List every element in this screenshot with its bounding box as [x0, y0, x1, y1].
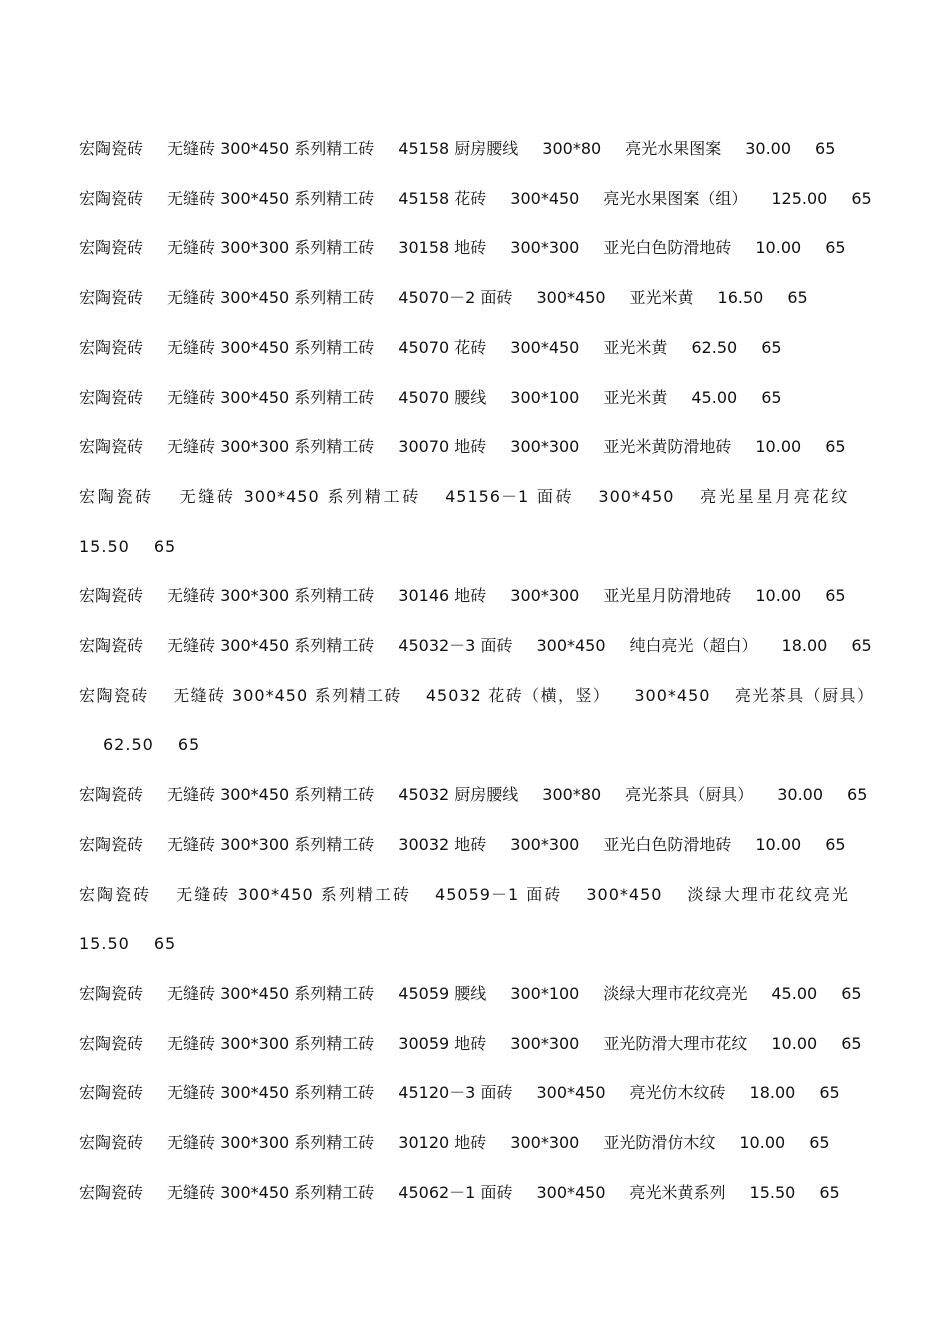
quantity: 65 — [809, 1133, 830, 1153]
quantity: 65 — [815, 139, 836, 158]
price: 10.00 — [755, 238, 802, 258]
quantity: 65 — [787, 288, 808, 308]
price: 15.50 — [79, 934, 130, 954]
model: 45070 腰线 — [398, 387, 487, 407]
quantity: 65 — [825, 834, 846, 854]
series: 无缝砖 300*450 系列精工砖 — [167, 337, 375, 357]
size: 300*300 — [510, 1033, 580, 1053]
quantity: 65 — [153, 934, 177, 954]
model: 45158 厨房腰线 — [398, 139, 519, 158]
list-item — [79, 820, 874, 870]
size: 300*450 — [510, 188, 580, 208]
list-item — [79, 1168, 874, 1218]
model: 30032 地砖 — [398, 834, 487, 854]
size: 300*300 — [510, 586, 580, 606]
brand: 宏陶瓷砖 — [79, 884, 152, 904]
description: 亮光水果图案（组） — [603, 188, 748, 208]
list-item — [79, 870, 874, 969]
series: 无缝砖 300*300 系列精工砖 — [167, 1133, 375, 1153]
brand: 宏陶瓷砖 — [79, 437, 144, 457]
quantity: 65 — [851, 188, 872, 208]
price: 125.00 — [771, 188, 828, 208]
size: 300*450 — [536, 288, 606, 308]
price: 15.50 — [79, 536, 130, 556]
model: 45158 花砖 — [398, 188, 487, 208]
brand: 宏陶瓷砖 — [79, 1133, 144, 1153]
model: 30070 地砖 — [398, 437, 487, 457]
price: 18.00 — [781, 636, 828, 656]
series: 无缝砖 300*450 系列精工砖 — [172, 685, 402, 705]
series: 无缝砖 300*450 系列精工砖 — [167, 1182, 375, 1202]
size: 300*450 — [536, 636, 606, 656]
list-item — [79, 273, 874, 323]
description: 淡绿大理市花纹亮光 — [603, 983, 748, 1003]
description: 亚光白色防滑地砖 — [603, 834, 732, 854]
model: 30158 地砖 — [398, 238, 487, 258]
price: 10.00 — [755, 586, 802, 606]
price: 62.50 — [103, 735, 154, 755]
series: 无缝砖 300*450 系列精工砖 — [167, 983, 375, 1003]
brand: 宏陶瓷砖 — [79, 785, 144, 805]
description: 亚光防滑大理市花纹 — [603, 1033, 748, 1053]
model: 45062－1 面砖 — [398, 1182, 513, 1202]
size: 300*80 — [542, 785, 602, 805]
brand: 宏陶瓷砖 — [79, 188, 144, 208]
price: 10.00 — [739, 1133, 786, 1153]
list-item — [79, 323, 874, 373]
list-item — [79, 1019, 874, 1069]
size: 300*300 — [510, 834, 580, 854]
list-item — [79, 969, 874, 1019]
brand: 宏陶瓷砖 — [79, 834, 144, 854]
quantity: 65 — [177, 735, 201, 755]
list-item — [79, 472, 874, 571]
price: 45.00 — [771, 983, 818, 1003]
brand: 宏陶瓷砖 — [79, 1033, 144, 1053]
description: 亚光星月防滑地砖 — [603, 586, 732, 606]
quantity: 65 — [841, 1033, 862, 1053]
list-item — [79, 174, 874, 224]
quantity: 65 — [819, 1083, 840, 1103]
list-item — [79, 621, 874, 671]
model: 45070－2 面砖 — [398, 288, 513, 308]
size: 300*100 — [510, 387, 580, 407]
size: 300*300 — [510, 437, 580, 457]
list-item — [79, 770, 874, 820]
size: 300*450 — [536, 1182, 606, 1202]
list-item — [79, 223, 874, 273]
quantity: 65 — [825, 437, 846, 457]
quantity: 65 — [841, 983, 862, 1003]
description: 淡绿大理市花纹亮光 — [686, 884, 850, 904]
model: 30146 地砖 — [398, 586, 487, 606]
price: 10.00 — [755, 437, 802, 457]
list-item — [79, 1118, 874, 1168]
series: 无缝砖 300*450 系列精工砖 — [167, 188, 375, 208]
brand: 宏陶瓷砖 — [79, 387, 144, 407]
quantity: 65 — [761, 337, 782, 357]
list-item — [79, 571, 874, 621]
series: 无缝砖 300*450 系列精工砖 — [177, 486, 422, 506]
model: 45156－1 面砖 — [445, 486, 575, 506]
size: 300*450 — [634, 685, 711, 705]
brand: 宏陶瓷砖 — [79, 586, 144, 606]
size: 300*450 — [586, 884, 663, 904]
brand: 宏陶瓷砖 — [79, 636, 144, 656]
price: 10.00 — [755, 834, 802, 854]
brand: 宏陶瓷砖 — [79, 486, 154, 506]
series: 无缝砖 300*300 系列精工砖 — [167, 1033, 375, 1053]
model: 45032－3 面砖 — [398, 636, 513, 656]
brand: 宏陶瓷砖 — [79, 139, 144, 158]
quantity: 65 — [825, 238, 846, 258]
series: 无缝砖 300*450 系列精工砖 — [167, 1083, 375, 1103]
size: 300*80 — [542, 139, 602, 158]
size: 300*300 — [510, 238, 580, 258]
list-item — [79, 671, 874, 770]
description: 亮光茶具（厨具） — [734, 685, 874, 705]
price-list — [79, 124, 874, 1217]
list-item — [79, 1068, 874, 1118]
size: 300*450 — [536, 1083, 606, 1103]
model: 45059 腰线 — [398, 983, 487, 1003]
model: 30059 地砖 — [398, 1033, 487, 1053]
description: 亮光星星月亮花纹 — [698, 486, 850, 506]
series: 无缝砖 300*300 系列精工砖 — [167, 586, 375, 606]
series: 无缝砖 300*450 系列精工砖 — [167, 785, 375, 805]
quantity: 65 — [825, 586, 846, 606]
brand: 宏陶瓷砖 — [79, 288, 144, 308]
series: 无缝砖 300*300 系列精工砖 — [167, 238, 375, 258]
quantity: 65 — [819, 1182, 840, 1202]
quantity: 65 — [847, 785, 868, 805]
price: 62.50 — [691, 337, 738, 357]
brand: 宏陶瓷砖 — [79, 983, 144, 1003]
size: 300*450 — [510, 337, 580, 357]
brand: 宏陶瓷砖 — [79, 685, 149, 705]
description: 亮光米黄系列 — [629, 1182, 726, 1202]
price: 15.50 — [749, 1182, 796, 1202]
description: 亚光白色防滑地砖 — [603, 238, 732, 258]
description: 亮光仿木纹砖 — [629, 1083, 726, 1103]
model: 45032 厨房腰线 — [398, 785, 519, 805]
list-item — [79, 373, 874, 423]
price: 30.00 — [745, 139, 792, 158]
brand: 宏陶瓷砖 — [79, 337, 144, 357]
model: 30120 地砖 — [398, 1133, 487, 1153]
price: 16.50 — [717, 288, 764, 308]
description: 纯白亮光（超白） — [629, 636, 758, 656]
series: 无缝砖 300*300 系列精工砖 — [167, 834, 375, 854]
model: 45120－3 面砖 — [398, 1083, 513, 1103]
price: 45.00 — [691, 387, 738, 407]
brand: 宏陶瓷砖 — [79, 1083, 144, 1103]
model: 45070 花砖 — [398, 337, 487, 357]
size: 300*300 — [510, 1133, 580, 1153]
description: 亚光米黄防滑地砖 — [603, 437, 732, 457]
description: 亮光茶具（厨具） — [625, 785, 754, 805]
brand: 宏陶瓷砖 — [79, 238, 144, 258]
price: 30.00 — [777, 785, 824, 805]
brand: 宏陶瓷砖 — [79, 1182, 144, 1202]
model: 45059－1 面砖 — [435, 884, 563, 904]
model: 45032 花砖（横，竖） — [425, 685, 611, 705]
series: 无缝砖 300*450 系列精工砖 — [167, 288, 375, 308]
series: 无缝砖 300*450 系列精工砖 — [175, 884, 412, 904]
series: 无缝砖 300*450 系列精工砖 — [167, 636, 375, 656]
quantity: 65 — [153, 536, 177, 556]
description: 亚光米黄 — [603, 337, 668, 357]
description: 亮光水果图案 — [625, 139, 722, 158]
list-item — [79, 124, 874, 174]
price: 18.00 — [749, 1083, 796, 1103]
list-item — [79, 422, 874, 472]
series: 无缝砖 300*300 系列精工砖 — [167, 437, 375, 457]
size: 300*100 — [510, 983, 580, 1003]
quantity: 65 — [761, 387, 782, 407]
series: 无缝砖 300*450 系列精工砖 — [167, 139, 375, 158]
series: 无缝砖 300*450 系列精工砖 — [167, 387, 375, 407]
description: 亚光米黄 — [603, 387, 668, 407]
quantity: 65 — [851, 636, 872, 656]
price: 10.00 — [771, 1033, 818, 1053]
description: 亚光防滑仿木纹 — [603, 1133, 716, 1153]
size: 300*450 — [598, 486, 675, 506]
description: 亚光米黄 — [629, 288, 694, 308]
